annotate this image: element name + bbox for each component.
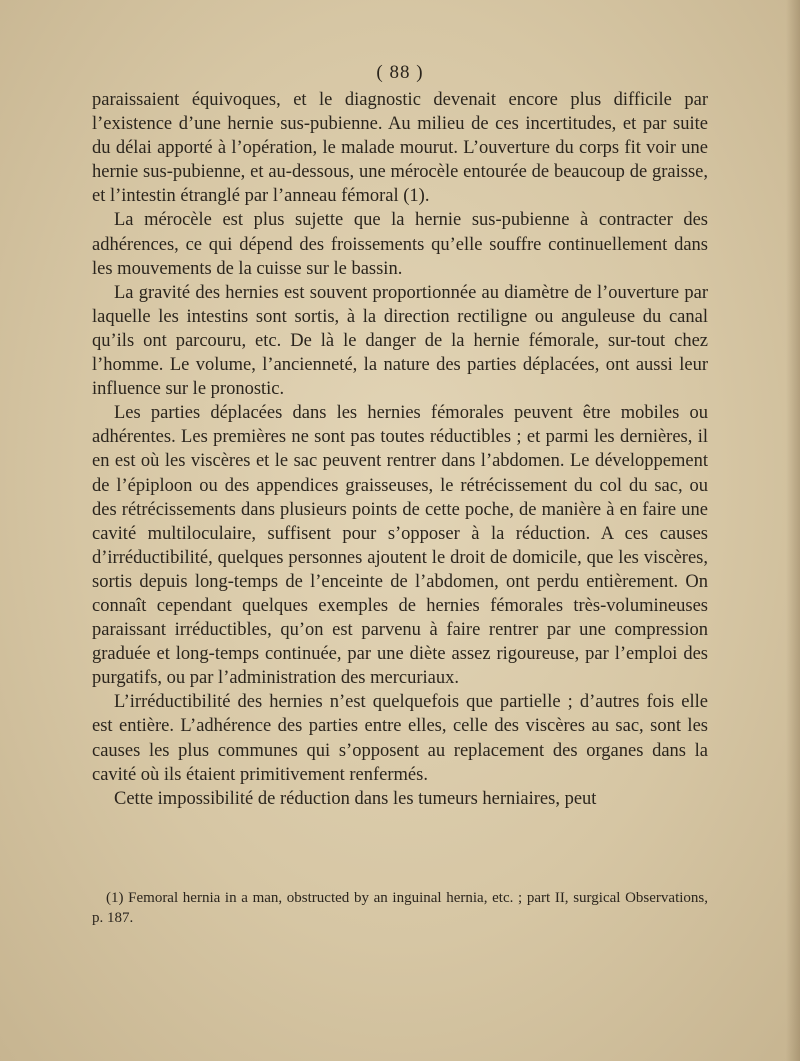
paragraph-3: La gravité des hernies est souvent proportionnée au diamètre de l’ouverture par laquelle les intestins sont sortis, à la direction rectiligne ou anguleuse du canal qu’ils ont parcouru, etc. De là le danger de la hernie fémorale, sur-tout chez l’homme. Le volume, l’ancienneté, la nature des parties déplacées, ont aussi leur influence sur le pronostic. [92, 282, 708, 400]
paragraph-1: paraissaient équivoques, et le diagnostic devenait encore plus difficile par l’existence d’une hernie sus-pubienne. Au milieu de ces incertitudes, et par suite du délai apporté à l’opération, le malade mourut. L’ouverture du corps fit voir une hernie sus-pubienne, et au-dessous, une mérocèle entourée de beaucoup de graisse, et l’intestin étranglé par l’anneau fémoral (1). [92, 90, 708, 207]
paragraph-2: La mérocèle est plus sujette que la hernie sus-pubienne à contracter des adhérences, ce qui dépend des froissements qu’elle souffre continuellement dans les mouvements de la cuisse sur le bassin. [92, 210, 708, 279]
body-text [92, 88, 708, 811]
footnote-1: (1) Femoral hernia in a man, obstructed by an inguinal hernia, etc. ; part II, surgical Observations, p. 187. [92, 890, 708, 926]
footnotes [92, 888, 708, 928]
paragraph-4: Les parties déplacées dans les hernies fémorales peuvent être mobiles ou adhérentes. Les premières ne sont pas toutes réductibles ; et parmi les dernières, il en est où les viscères et le sac peuvent rentrer dans l’abdomen. Le développement de l’épiploon ou des appendices graisseuses, le rétrécissement du col du sac, ou des rétrécissements dans plusieurs points de cette poche, de manière à en faire une cavité multiloculaire, suffisent pour s’opposer à la réduction. A ces causes d’irréductibilité, quelques personnes ajoutent le droit de domicile, que les viscères, sortis depuis long-temps de l’enceinte de l’abdomen, ont perdu entièrement. On connaît cependant quelques exemples de hernies fémorales très-volumineuses paraissant irréductibles, qu’on est parvenu à faire rentrer par une compression graduée et long-temps continuée, par une diète assez rigoureuse, par l’emploi des purgatifs, ou par l’administration des mercuriaux. [92, 403, 708, 689]
paragraph-5: L’irréductibilité des hernies n’est quelquefois que partielle ; d’autres fois elle est entière. L’adhérence des parties entre elles, celle des viscères au sac, sont les causes les plus communes qui s’opposent au replacement des organes dans la cavité où ils étaient primitivement renfermés. [92, 692, 708, 785]
page-number: ( 88 ) [376, 62, 424, 83]
paragraph-6: Cette impossibilité de réduction dans les tumeurs herniaires, peut [114, 788, 597, 809]
page-edge-shadow [786, 0, 800, 1061]
